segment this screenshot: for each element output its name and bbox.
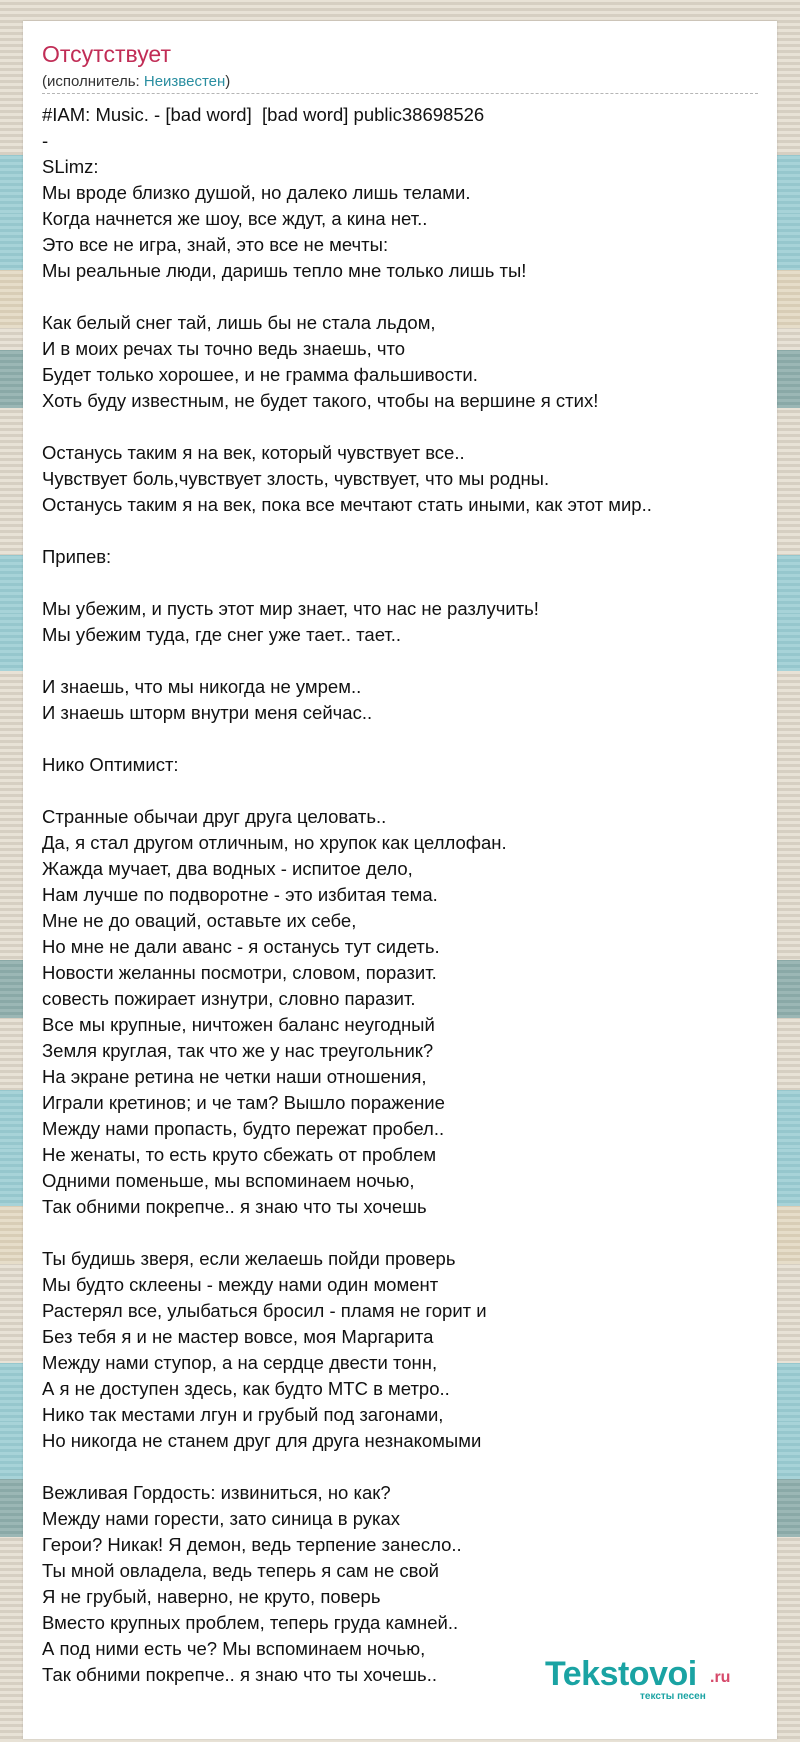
- lyric-line: Мне не до оваций, оставьте их себе,: [42, 910, 357, 931]
- lyric-line: Между нами горести, зато синица в руках: [42, 1508, 401, 1529]
- song-title: Отсутствует: [42, 41, 171, 67]
- lyrics-card: [23, 21, 777, 1739]
- lyric-line: Но никогда не станем друг для друга незнакомыми: [42, 1430, 482, 1451]
- lyric-line: Нам лучше по подворотне - это избитая тема.: [42, 884, 438, 905]
- lyric-line: Жажда мучает, два водных - испитое дело,: [42, 858, 413, 879]
- lyric-blank-line: [42, 648, 762, 674]
- lyric-line: Припев:: [42, 546, 112, 567]
- lyric-line: Между нами пропасть, будто пережат пробел..: [42, 1118, 445, 1139]
- lyric-blank-line: [42, 726, 762, 752]
- lyric-line: Одними поменьше, мы вспоминаем ночью,: [42, 1170, 415, 1191]
- lyric-blank-line: [42, 1454, 762, 1480]
- lyric-line: Все мы крупные, ничтожен баланс неугодный: [42, 1014, 435, 1035]
- lyric-line: SLimz:: [42, 156, 99, 177]
- lyric-line: Нико так местами лгун и грубый под загонами,: [42, 1404, 444, 1425]
- lyric-line: Да, я стал другом отличным, но хрупок как целлофан.: [42, 832, 507, 853]
- artist-prefix: (исполнитель:: [42, 73, 144, 90]
- lyric-line: Странные обычаи друг друга целовать..: [42, 806, 387, 827]
- artist-suffix: ): [225, 73, 231, 90]
- lyric-line: Мы убежим, и пусть этот мир знает, что нас не разлучить!: [42, 598, 539, 619]
- lyric-line: Герои? Никак! Я демон, ведь терпение занесло..: [42, 1534, 462, 1555]
- lyric-line: Новости желанны посмотри, словом, поразит.: [42, 962, 437, 983]
- lyric-line: Между нами ступор, а на сердце двести тонн,: [42, 1352, 438, 1373]
- lyric-line: И знаешь, что мы никогда не умрем..: [42, 676, 362, 697]
- lyric-line: Мы будто склеены - между нами один момент: [42, 1274, 439, 1295]
- artist-line: [42, 73, 230, 90]
- lyric-line: И в моих речах ты точно ведь знаешь, что: [42, 338, 406, 359]
- lyric-line: Останусь таким я на век, пока все мечтают стать иными, как этот мир..: [42, 494, 652, 515]
- lyric-blank-line: [42, 778, 762, 804]
- lyric-line: -: [42, 130, 49, 151]
- lyric-line: Не женаты, то есть круто сбежать от проблем: [42, 1144, 437, 1165]
- lyric-line: А я не доступен здесь, как будто МТС в метро..: [42, 1378, 450, 1399]
- lyric-line: Но мне не дали аванс - я останусь тут сидеть.: [42, 936, 440, 957]
- lyric-blank-line: [42, 284, 762, 310]
- lyric-line: Мы вроде близко душой, но далеко лишь телами.: [42, 182, 471, 203]
- lyric-line: Это все не игра, знай, это все не мечты:: [42, 234, 389, 255]
- lyric-line: #IAM: Music. - [bad word] [bad word] public38698526: [42, 104, 485, 125]
- lyric-line: Ты мной овладела, ведь теперь я сам не свой: [42, 1560, 439, 1581]
- lyric-line: Как белый снег тай, лишь бы не стала льдом,: [42, 312, 436, 333]
- lyric-line: На экране ретина не четки наши отношения,: [42, 1066, 427, 1087]
- lyric-line: Останусь таким я на век, который чувствует все..: [42, 442, 465, 463]
- dashed-divider: [42, 93, 758, 94]
- lyric-line: Так обними покрепче.. я знаю что ты хочешь..: [42, 1664, 437, 1685]
- lyric-blank-line: [42, 570, 762, 596]
- logo-tagline: тексты песен: [640, 1691, 706, 1702]
- artist-link[interactable]: Неизвестен: [143, 73, 226, 90]
- lyric-line: Растерял все, улыбаться бросил - пламя не горит и: [42, 1300, 487, 1321]
- lyric-line: Будет только хорошее, и не грамма фальшивости.: [42, 364, 478, 385]
- lyric-line: Мы реальные люди, даришь тепло мне только лишь ты!: [42, 260, 527, 281]
- lyric-line: Так обними покрепче.. я знаю что ты хочешь: [42, 1196, 427, 1217]
- logo-tld: .ru: [710, 1669, 731, 1686]
- lyric-line: Мы убежим туда, где снег уже тает.. тает..: [42, 624, 402, 645]
- lyric-line: Чувствует боль,чувствует злость, чувствует, что мы родны.: [42, 468, 550, 489]
- lyric-blank-line: [42, 414, 762, 440]
- lyric-blank-line: [42, 518, 762, 544]
- tekstovoi-logo[interactable]: [545, 1657, 745, 1707]
- lyric-line: И знаешь шторм внутри меня сейчас..: [42, 702, 373, 723]
- lyrics-text: [42, 102, 762, 1688]
- logo-name: Tekstovoi: [545, 1655, 697, 1693]
- lyric-line: Играли кретинов; и че там? Вышло поражение: [42, 1092, 445, 1113]
- lyric-line: совесть пожирает изнутри, словно паразит.: [42, 988, 416, 1009]
- lyric-line: Нико Оптимист:: [42, 754, 179, 775]
- lyric-line: Без тебя я и не мастер вовсе, моя Маргарита: [42, 1326, 434, 1347]
- lyric-line: Я не грубый, наверно, не круто, поверь: [42, 1586, 381, 1607]
- lyric-line: Когда начнется же шоу, все ждут, а кина нет..: [42, 208, 428, 229]
- lyric-line: Земля круглая, так что же у нас треугольник?: [42, 1040, 434, 1061]
- lyric-blank-line: [42, 1220, 762, 1246]
- lyric-line: Вместо крупных проблем, теперь груда камней..: [42, 1612, 459, 1633]
- lyric-line: А под ними есть че? Мы вспоминаем ночью,: [42, 1638, 426, 1659]
- lyric-line: Ты будишь зверя, если желаешь пойди проверь: [42, 1248, 456, 1269]
- lyric-line: Хоть буду известным, не будет такого, чтобы на вершине я стих!: [42, 390, 599, 411]
- lyric-line: Вежливая Гордость: извиниться, но как?: [42, 1482, 391, 1503]
